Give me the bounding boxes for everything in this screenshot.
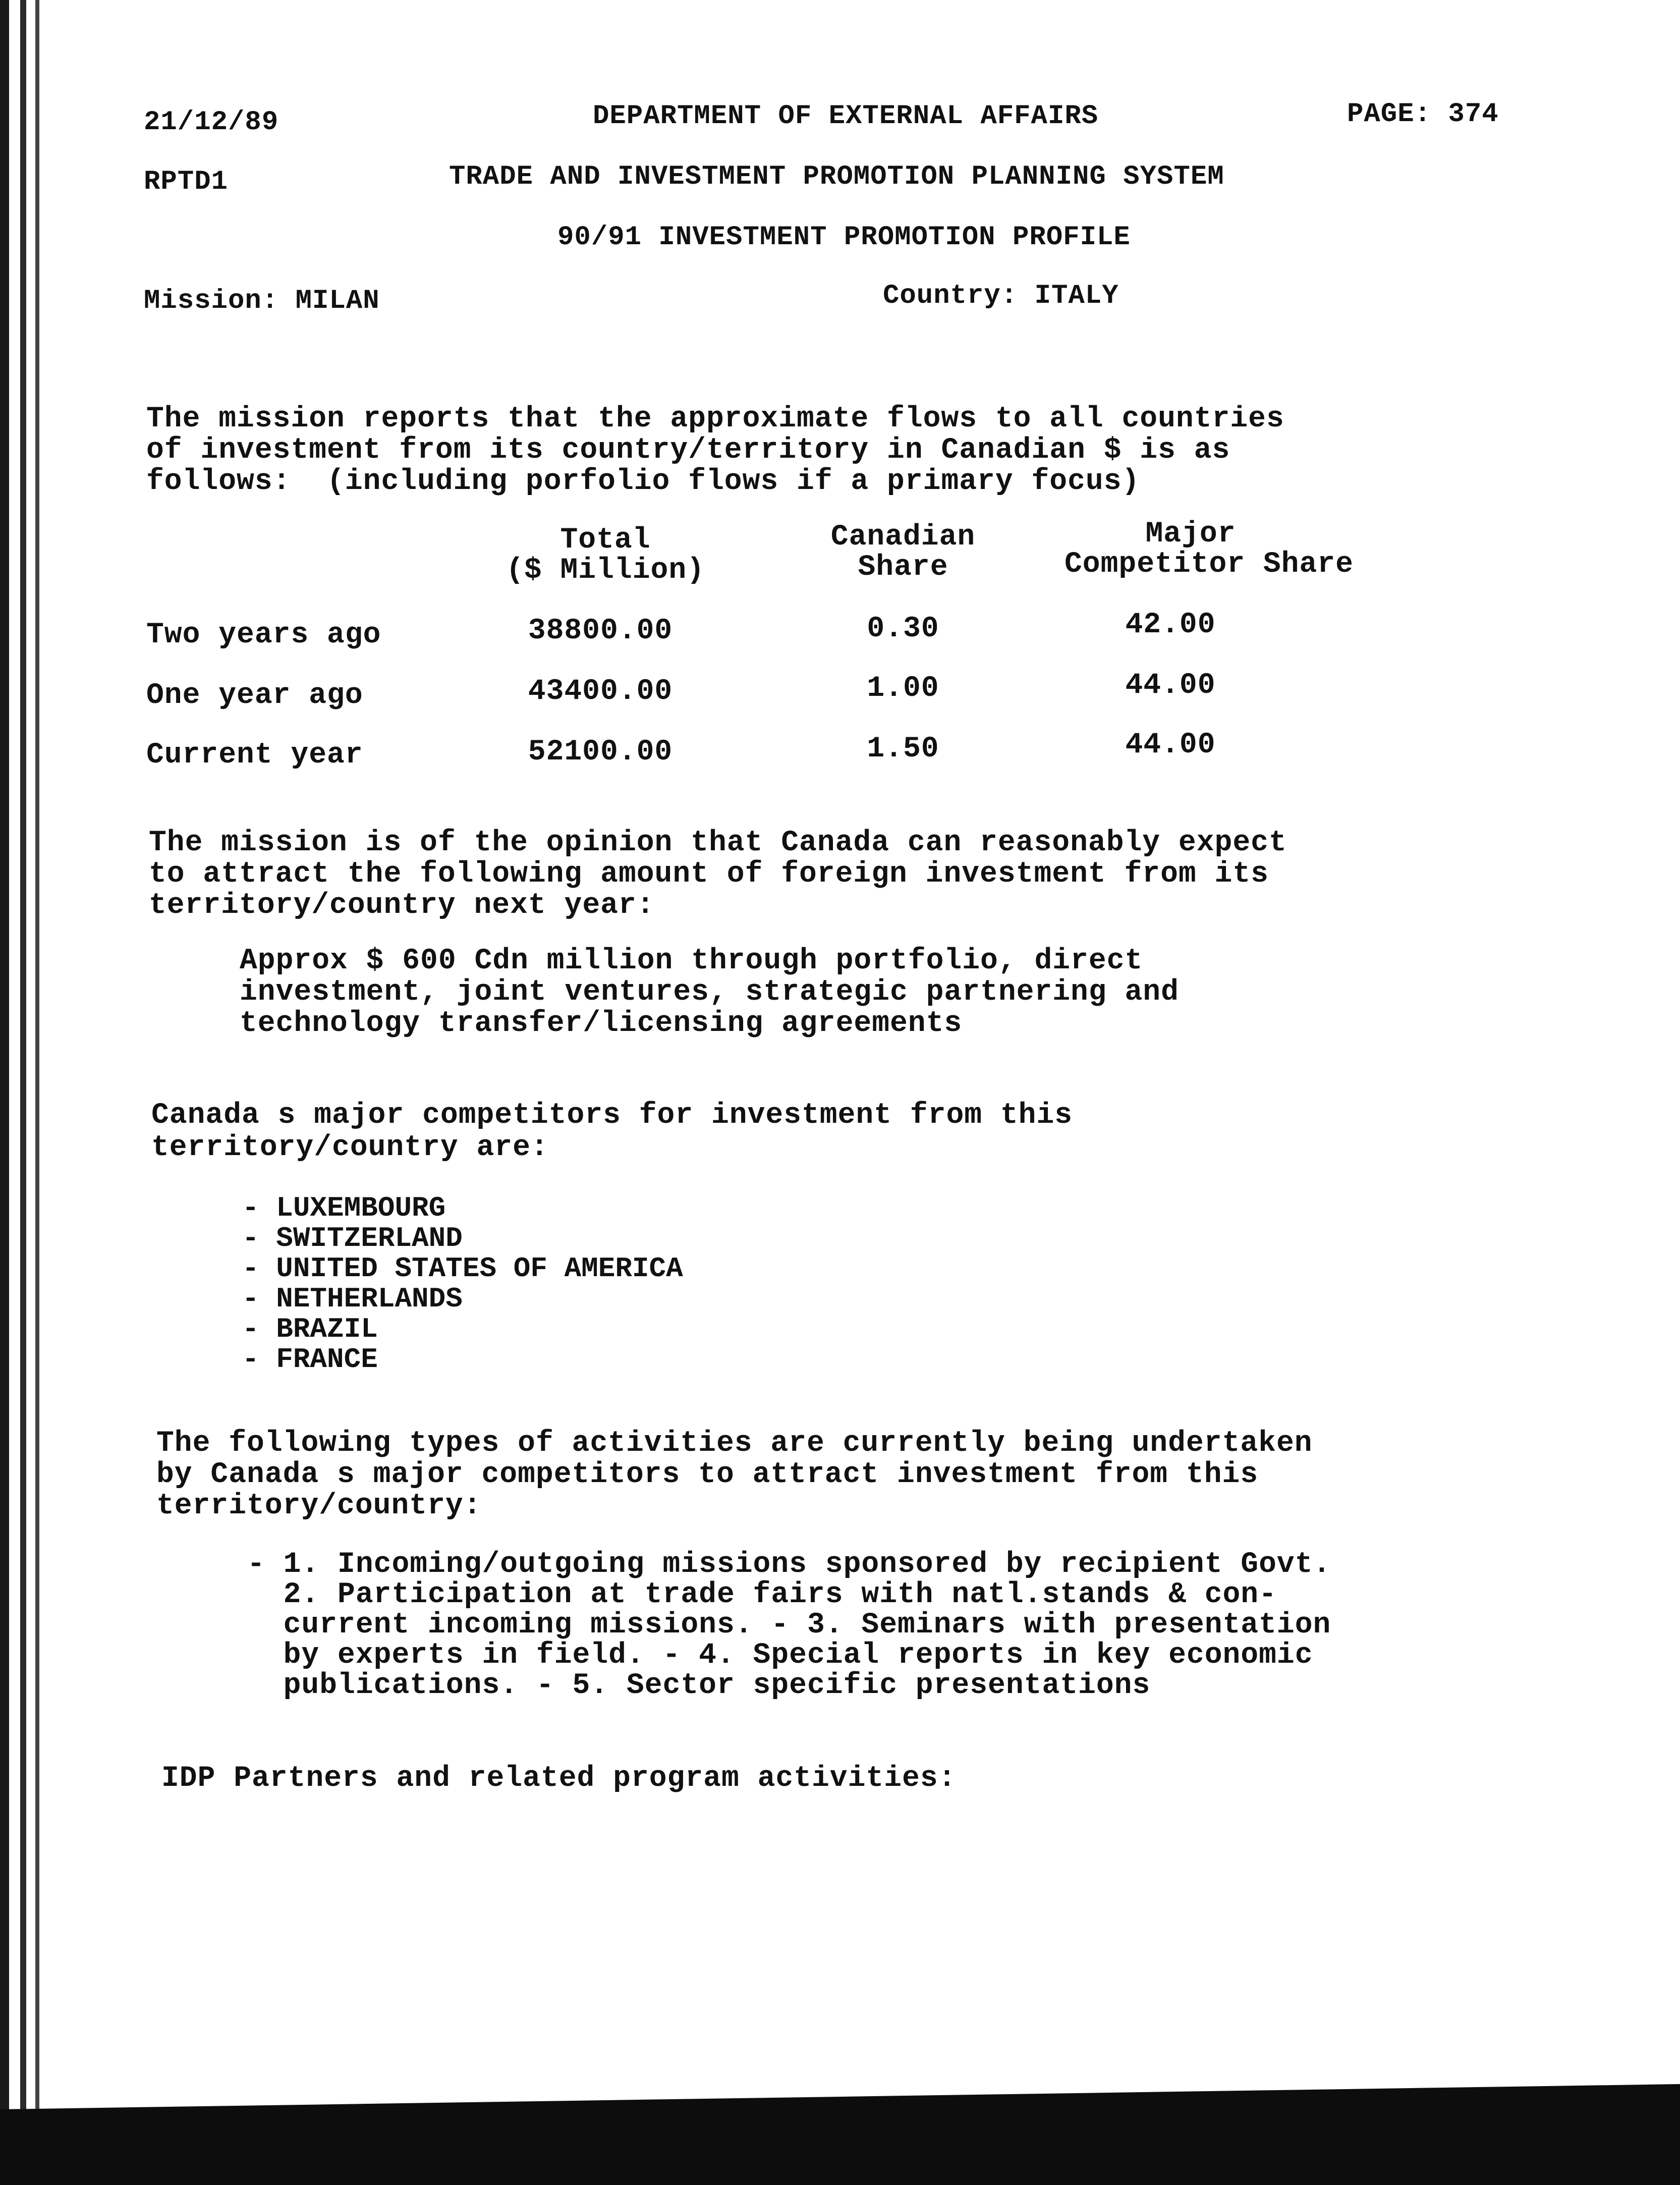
activities-intro-line: The following types of activities are currently being undertaken bbox=[156, 1427, 1313, 1460]
scan-left-edge bbox=[0, 0, 55, 2185]
competitor-list-item: - LUXEMBOURG bbox=[242, 1192, 446, 1224]
activities-detail-line: - 1. Incoming/outgoing missions sponsored by recipient Govt. bbox=[247, 1548, 1331, 1581]
flows-intro-line: of investment from its country/territory in Canadian $ is as bbox=[146, 434, 1230, 467]
flows-intro-line: follows: (including porfolio flows if a primary focus) bbox=[146, 465, 1140, 498]
row-label: Current year bbox=[146, 739, 363, 772]
competitor-share-value: 44.00 bbox=[1125, 669, 1216, 702]
page-number: PAGE: 374 bbox=[1347, 99, 1499, 130]
column-header-competitor-share: Competitor Share bbox=[1065, 548, 1354, 581]
competitor-list-item: - UNITED STATES OF AMERICA bbox=[242, 1252, 683, 1285]
idp-partners-heading: IDP Partners and related program activities: bbox=[161, 1762, 957, 1795]
total-value: 43400.00 bbox=[528, 675, 673, 708]
mission-label: Mission: MILAN bbox=[144, 286, 380, 316]
column-header-canadian: Canadian bbox=[830, 521, 976, 554]
competitor-share-value: 42.00 bbox=[1125, 609, 1216, 641]
competitors-intro-line: territory/country are: bbox=[151, 1131, 549, 1164]
canadian-share-value: 1.50 bbox=[867, 733, 939, 766]
expectation-intro-line: The mission is of the opinion that Canada can reasonably expect bbox=[149, 827, 1287, 859]
scan-bottom-edge bbox=[0, 2084, 1680, 2185]
expectation-detail-line: investment, joint ventures, strategic partnering and bbox=[240, 976, 1179, 1009]
canadian-share-value: 0.30 bbox=[867, 613, 939, 645]
report-id: RPTD1 bbox=[144, 167, 229, 197]
expectation-detail-line: technology transfer/licensing agreements bbox=[240, 1007, 963, 1040]
column-header-major: Major bbox=[1145, 518, 1236, 551]
system-title: TRADE AND INVESTMENT PROMOTION PLANNING SYSTEM bbox=[449, 161, 1224, 192]
activities-intro-line: territory/country: bbox=[156, 1490, 482, 1522]
flows-intro-line: The mission reports that the approximate flows to all countries bbox=[146, 403, 1284, 435]
expectation-intro-line: territory/country next year: bbox=[149, 889, 655, 922]
competitor-list-item: - NETHERLANDS bbox=[242, 1283, 463, 1315]
activities-detail-line: current incoming missions. - 3. Seminars with presentation bbox=[247, 1609, 1331, 1642]
competitor-list-item: - FRANCE bbox=[242, 1343, 378, 1376]
canadian-share-value: 1.00 bbox=[867, 672, 939, 705]
row-label: Two years ago bbox=[146, 619, 381, 651]
total-value: 52100.00 bbox=[528, 736, 673, 769]
column-header-canadian-share: Share bbox=[858, 551, 948, 584]
profile-title: 90/91 INVESTMENT PROMOTION PROFILE bbox=[557, 222, 1131, 253]
column-header-total-unit: ($ Million) bbox=[506, 554, 705, 587]
competitors-intro-line: Canada s major competitors for investment from this bbox=[151, 1099, 1073, 1132]
expectation-detail-line: Approx $ 600 Cdn million through portfolio, direct bbox=[240, 945, 1143, 977]
total-value: 38800.00 bbox=[528, 615, 673, 647]
activities-detail-line: by experts in field. - 4. Special reports in key economic bbox=[247, 1639, 1313, 1672]
department-title: DEPARTMENT OF EXTERNAL AFFAIRS bbox=[593, 101, 1099, 132]
row-label: One year ago bbox=[146, 679, 363, 712]
competitor-share-value: 44.00 bbox=[1125, 729, 1216, 761]
expectation-intro-line: to attract the following amount of foreign investment from its bbox=[149, 858, 1269, 891]
country-label: Country: ITALY bbox=[883, 281, 1119, 311]
competitor-list-item: - SWITZERLAND bbox=[242, 1222, 463, 1254]
competitor-list-item: - BRAZIL bbox=[242, 1313, 378, 1345]
activities-detail-line: 2. Participation at trade fairs with natl.stands & con- bbox=[247, 1578, 1277, 1611]
report-date: 21/12/89 bbox=[144, 107, 279, 138]
activities-intro-line: by Canada s major competitors to attract investment from this bbox=[156, 1458, 1259, 1491]
activities-detail-line: publications. - 5. Sector specific presentations bbox=[247, 1669, 1151, 1702]
column-header-total: Total bbox=[560, 524, 651, 557]
